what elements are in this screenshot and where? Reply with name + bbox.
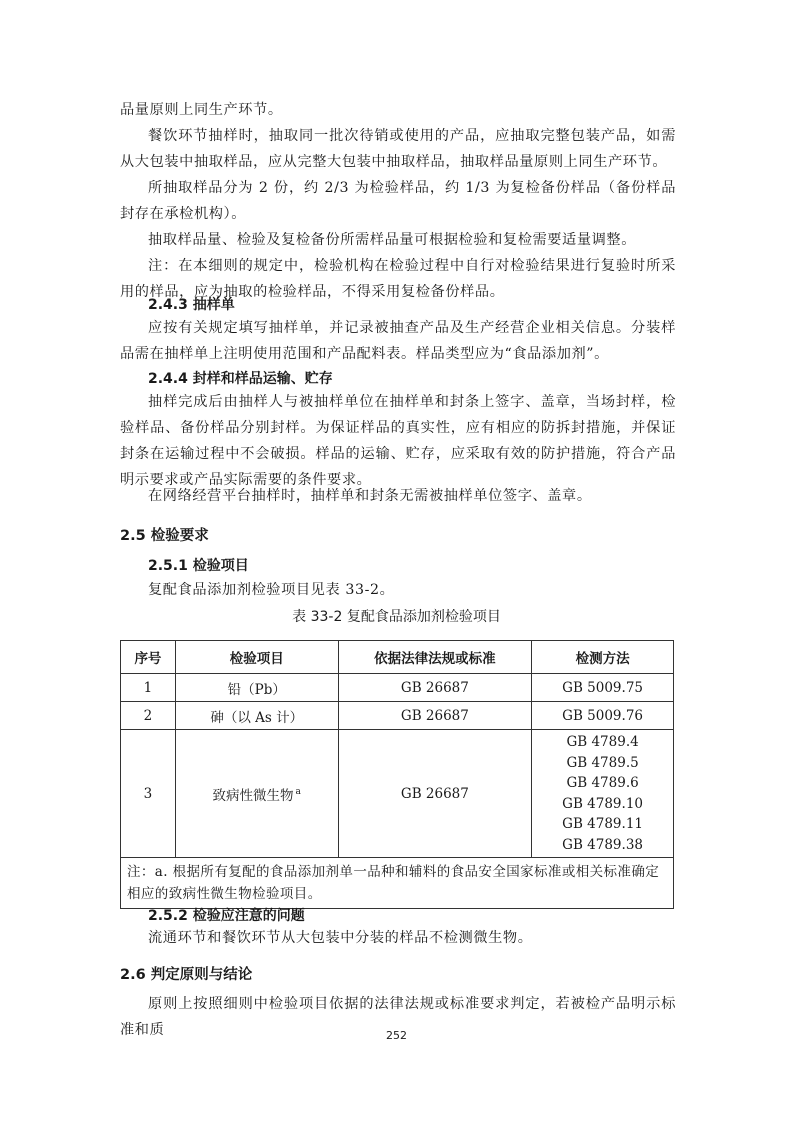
section-heading: 2.6 判定原则与结论 — [120, 967, 253, 983]
item-text: 致病性微生物 — [212, 787, 294, 804]
paragraph: 流通环节和餐饮环节从大包装中分装的样品不检测微生物。 — [148, 930, 533, 946]
cell-item — [175, 730, 338, 858]
cell-item: 铅（Pb） — [175, 674, 338, 702]
method-line: GB 4789.38 — [562, 836, 643, 853]
paragraph: 抽样完成后由抽样人与被抽样单位在抽样单和封条上签字、盖章，当场封样，检验样品、备份样品分别封样。为保证样品的真实性，应有相应的防拆封措施，并保证封条在运输过程中不会破损。样品的运输、贮存，应采取有效的防护措施，符合产品明示要求或产品实际需要的条件要求。 — [120, 394, 676, 488]
cell-method: GB 5009.76 — [532, 702, 674, 730]
section-heading: 2.5.2 检验应注意的问题 — [148, 908, 305, 924]
table-note: 注：a. 根据所有复配的食品添加剂单一品种和辅料的食品安全国家标准或相关标准确定相应的致病性微生物检验项目。 — [121, 858, 674, 909]
inspection-items-table — [120, 640, 674, 909]
page-number: 252 — [386, 1029, 407, 1042]
cell-basis: GB 26687 — [338, 730, 532, 858]
table-row — [121, 702, 674, 730]
paragraph: 原则上按照细则中检验项目依据的法律法规或标准要求判定，若被检产品明示标准和质 — [120, 996, 676, 1038]
table-row — [121, 674, 674, 702]
table-caption: 表 33-2 复配食品添加剂检验项目 — [292, 609, 501, 625]
header-cell: 检测方法 — [532, 641, 674, 674]
paragraph: 复配食品添加剂检验项目见表 33-2。 — [148, 582, 395, 598]
table-note-row — [121, 858, 674, 909]
method-line: GB 4789.5 — [566, 754, 639, 771]
paragraph: 在网络经营平台抽样时，抽样单和封条无需被抽样单位签字、盖章。 — [148, 488, 592, 504]
method-line: GB 4789.4 — [566, 734, 639, 750]
cell-basis: GB 26687 — [338, 702, 532, 730]
table-row — [121, 730, 674, 858]
paragraph: 抽取样品量、检验及复检备份所需样品量可根据检验和复检需要适量调整。 — [148, 232, 636, 248]
section-heading: 2.4.3 抽样单 — [148, 297, 235, 313]
section-heading: 2.5 检验要求 — [120, 528, 209, 544]
header-cell: 依据法律法规或标准 — [338, 641, 532, 674]
paragraph: 所抽取样品分为 2 份，约 2/3 为检验样品，约 1/3 为复检备份样品（备份样品封存在承检机构）。 — [120, 180, 676, 222]
paragraph: 注：在本细则的规定中，检验机构在检验过程中自行对检验结果进行复验时所采用的样品，应为抽取的检验样品，不得采用复检备份样品。 — [120, 258, 676, 300]
cell-method — [532, 730, 674, 858]
cell-no: 2 — [121, 702, 176, 730]
cell-item: 砷（以 As 计） — [175, 702, 338, 730]
method-line: GB 4789.10 — [562, 795, 643, 812]
cell-no: 3 — [121, 730, 176, 858]
cell-no: 1 — [121, 674, 176, 702]
footnote-marker: a — [295, 786, 301, 797]
section-heading: 2.4.4 封样和样品运输、贮存 — [148, 371, 333, 387]
method-line: GB 4789.6 — [566, 775, 639, 791]
header-cell: 序号 — [121, 641, 176, 674]
paragraph: 应按有关规定填写抽样单，并记录被抽查产品及生产经营企业相关信息。分装样品需在抽样单上注明使用范围和产品配料表。样品类型应为“食品添加剂”。 — [120, 320, 676, 362]
cell-method: GB 5009.75 — [532, 674, 674, 702]
paragraph: 品量原则上同生产环节。 — [120, 102, 283, 118]
paragraph: 餐饮环节抽样时，抽取同一批次待销或使用的产品，应抽取完整包装产品，如需从大包装中抽取样品，应从完整大包装中抽取样品，抽取样品量原则上同生产环节。 — [120, 128, 676, 170]
section-heading: 2.5.1 检验项目 — [148, 558, 249, 574]
table-header-row — [121, 641, 674, 674]
cell-basis: GB 26687 — [338, 674, 532, 702]
header-cell: 检验项目 — [175, 641, 338, 674]
method-line: GB 4789.11 — [562, 816, 643, 832]
